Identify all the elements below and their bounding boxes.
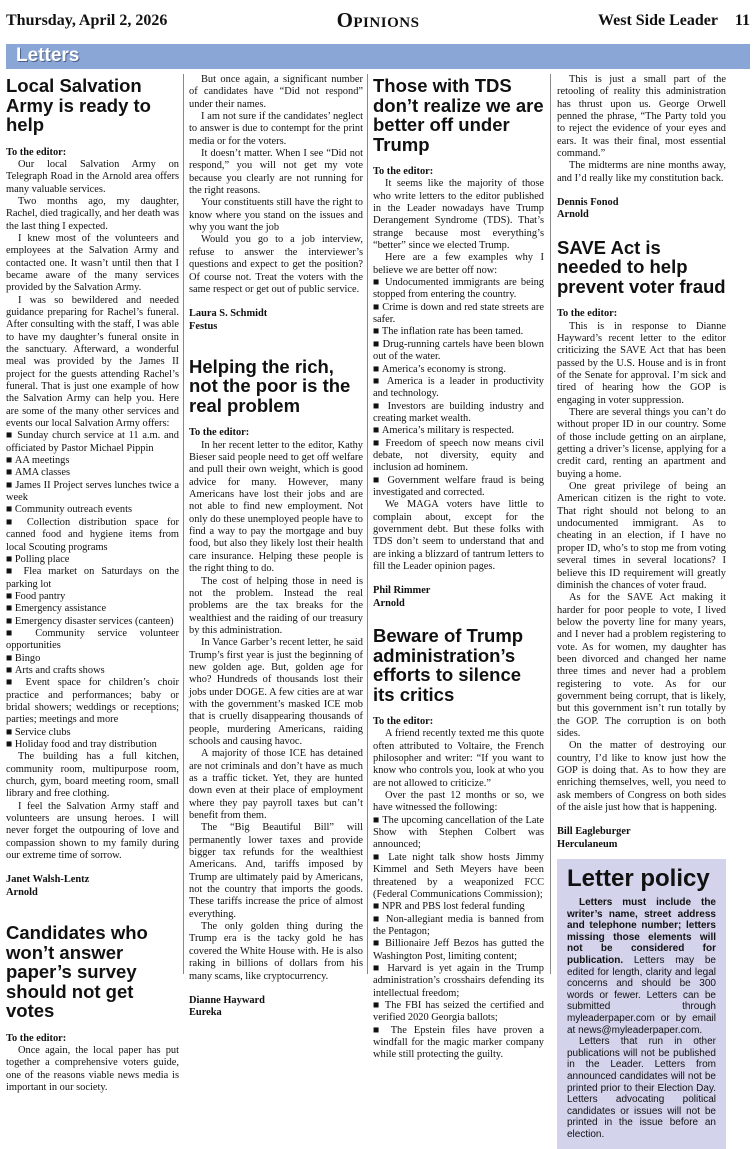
letter-signature [373, 585, 544, 610]
letter-salutation: To the editor: [6, 1032, 67, 1044]
letter-salutation: To the editor: [6, 146, 67, 158]
bullet-item: ■ Emergency disaster services (canteen) [6, 616, 179, 628]
section-title: Opinions [336, 8, 420, 32]
author-town: Arnold [557, 209, 589, 221]
masthead [6, 8, 750, 36]
issue-date: Thursday, April 2, 2026 [6, 12, 168, 29]
letters-banner [6, 44, 750, 69]
column-3 [373, 74, 545, 1061]
letter-signature [189, 995, 363, 1020]
letter-signature [189, 308, 363, 333]
letter-body [373, 178, 544, 573]
letter-save-act [557, 238, 726, 851]
author-town: Eureka [189, 1007, 222, 1019]
letter-headline: Local Salvation Army is ready to help [6, 75, 151, 135]
bullet-item: ■ James II Project serves lunches twice a week [6, 480, 179, 505]
letter-paragraph: This is in response to Dianne Hayward’s recent letter to the editor criticizing the SAVE Act that has been passed by the U.S. House and is in front of the Senate for approval. I’m sick and tired of hearing how the GOP is engaging in voter suppression. [557, 320, 726, 406]
letter-body [557, 74, 726, 185]
bullet-item: ■ Arts and crafts shows [6, 665, 179, 677]
letter-silence-critics-continued [557, 74, 726, 222]
policy-publication-note: Letters that run in other publications will not be published in the Leader. Letters from announced candidates will not be printed prior to their Election Day. Letters advocating political candidates or issues will not be printed in the issue before an election. [567, 1036, 716, 1140]
letter-paragraph: One great privilege of being an American citizen is the right to vote. That right should not belong to an undocumented immigrant. As to cheating in an election, if I have no proper ID, who’s to stop me from voting several times in several locations? I believe this ID requirement will greatly diminish the chances of voter fraud. [557, 481, 726, 591]
letter-paragraph: Our local Salvation Army on Telegraph Road in the Arnold area offers many valuable services. [6, 158, 179, 195]
letter-paragraph: Your constituents still have the right to know where you stand on the issues and why you want the job [189, 197, 363, 234]
letter-body [557, 321, 726, 815]
letter-body [6, 1045, 179, 1094]
bullet-item: ■ America’s military is respected. [373, 425, 544, 437]
bullet-item: ■ Community service volunteer opportunities [6, 628, 179, 653]
letter-salvation-army [6, 76, 179, 899]
author-town: Arnold [373, 597, 405, 609]
policy-requirements: Letters must include the writer’s name, street address and telephone number; letters missing those elements will not be considered for publication. [567, 897, 716, 967]
letter-candidates-survey [6, 923, 179, 1094]
letter-paragraph: The building has a full kitchen, community room, multipurpose room, church, gym, board meeting room, small library and free clothing. [6, 751, 179, 800]
bullet-item: ■ Sunday church service at 11 a.m. and officiated by Pastor Michael Pippin [6, 430, 179, 455]
bullet-item: ■ Freedom of speech now means civil debate, not diversity, equity and inclusion ad hominem. [373, 438, 544, 475]
bullet-item: ■ Flea market on Saturdays on the parking lot [6, 566, 179, 591]
letter-salutation: To the editor: [557, 308, 618, 320]
bullet-item: ■ Crime is down and red state streets are safer. [373, 302, 544, 327]
bullet-item: ■ Event space for children’s choir practice and performances; baby or bridal showers; weddings or receptions; parties; meetings and more [6, 677, 179, 726]
letter-headline: Helping the rich, not the poor is the real problem [189, 355, 351, 416]
letter-salutation: To the editor: [373, 716, 434, 728]
bullet-item: ■ Investors are building industry and creating market wealth. [373, 401, 544, 426]
bullet-item: ■ Collection distribution space for canned food and hygiene items from local Scouting programs [6, 517, 179, 554]
letter-body [373, 728, 544, 1061]
letter-headline: Candidates who won’t answer paper’s survey should not get votes [6, 922, 148, 1022]
letter-paragraph: We MAGA voters have little to complain about, except for the government debt. But these folks with TDS don’t seem to understand that and are inking a blizzard of tantrum letters to fill the Leader opinion pages. [373, 499, 544, 572]
letter-paragraph: The midterms are nine months away, and I’d really like my constitution back. [557, 160, 726, 184]
bullet-item: ■ Undocumented immigrants are being stopped from entering the country. [373, 277, 544, 302]
bullet-item: ■ Government welfare fraud is being investigated and corrected. [373, 475, 544, 500]
letter-paragraph: I am not sure if the candidates’ neglect to answer is due to contempt for the print media or for the voters. [189, 111, 363, 147]
banner-label: Letters [16, 45, 80, 66]
letter-paragraph: The only golden thing during the Trump era is the tacky gold he has covered the White House with. He is also raking in billions of dollars from his many scams, like cryptocurrency. [189, 921, 363, 982]
letter-paragraph: On the matter of destroying our country, I’d like to know just how the GOP is doing that. As to how they are enriching themselves, well, you need to ask members of Congress on both sides of the aisle just how that is happening. [557, 740, 726, 814]
letter-paragraph: The cost of helping those in need is not the problem. Instead the real problems are the tax breaks for the wealthiest and the raiding of our treasury by this administration. [189, 575, 363, 636]
letter-paragraph: The “Big Beautiful Bill” will permanently lower taxes and provide bigger tax refunds for the wealthiest Americans. And, tariffs imposed by Trump are ultimately paid by Americans, not the country that imports the goods. These tariffs increase the price of almost everything. [189, 822, 363, 920]
author-town: Festus [189, 320, 218, 332]
letter-paragraph: A majority of those ICE has detained are not criminals and don’t have as much as a traffic ticket. Yet, they are hunted down even at their place of employment where they pay payroll taxes but can’t benefit from them. [189, 748, 363, 822]
bullet-item: ■ Bingo [6, 653, 179, 665]
letter-signature [557, 826, 726, 851]
letter-paragraph: Once again, the local paper has put together a comprehensive voters guide, one of the reasons viable news media is important in our society. [6, 1044, 179, 1093]
letter-headline: SAVE Act is needed to help prevent voter fraud [557, 236, 726, 297]
column-divider [550, 74, 551, 974]
bullet-item: ■ NPR and PBS lost federal funding [373, 901, 544, 913]
letter-paragraph: I was so bewildered and needed guidance preparing for Rachel’s funeral. After consulting with the staff, I was able to have my daughter’s funeral onsite in the sanctuary. Afterward, a wonderful meal was provided by the James II project for the guests attending Rachel’s funeral. That is just one example of how the Salvation Army can help you. Here are some of the many other services and events our local Salvation Army offers: [6, 294, 179, 430]
bullet-item: ■ America’s economy is strong. [373, 364, 544, 376]
letter-paragraph: As for the SAVE Act making it harder for poor people to vote, I lived below the poverty line for many years, and I never had a problem registering to vote. As for women, my daughter has been divorced and changed her name three times and never had a problem registering to vote. As for our government being corrupt, that is likely, but this government isn’t run totally by the GOP. The corruption is on both sides. [557, 592, 726, 739]
column-1 [6, 74, 180, 1093]
letter-paragraph: In Vance Garber’s recent letter, he said Trump’s first year is just the beginning of new golden age. But, golden age for who? Hundreds of thousands lost their jobs under DOGE. A few cities are at war with the government’s masked ICE mob that is cruelly disappearing thousands of people, murdering Americans, raiding schools and causing havoc. [189, 637, 363, 747]
letter-paragraph: Over the past 12 months or so, we have witnessed the following: [373, 790, 544, 814]
bullet-item: ■ Drug-running cartels have been blown out of the water. [373, 339, 544, 364]
bullet-item: ■ The Epstein files have proven a windfall for the magic marker company while still protecting the guilty. [373, 1025, 544, 1062]
letter-body [189, 74, 363, 296]
bullet-item: ■ Service clubs [6, 727, 179, 739]
bullet-item: ■ America is a leader in productivity and technology. [373, 376, 544, 401]
letter-silence-critics [373, 626, 544, 1062]
bullet-item: ■ AA meetings [6, 455, 179, 467]
policy-title: Letter policy [567, 865, 710, 893]
paper-name: West Side Leader [598, 12, 718, 29]
letter-paragraph: I feel the Salvation Army staff and volunteers are unsung heroes. I will never forget the outpouring of love and compassion shown to my family during our extreme time of sorrow. [6, 800, 179, 862]
bullet-item: ■ Harvard is yet again in the Trump administration’s crosshairs defending its intellectual freedom; [373, 963, 544, 1000]
letter-paragraph: This is just a small part of the retooling of reality this administration has thrust upon us. George Orwell penned the phrase, “The Party told you to reject the evidence of your eyes and ears. It was their final, most essential command.” [557, 74, 726, 160]
column-2 [189, 74, 363, 1019]
bullet-item: ■ The upcoming cancellation of the Late Show with Stephen Colbert was announced; [373, 815, 544, 852]
bullet-item: ■ Non-allegiant media is banned from the Pentagon; [373, 914, 544, 939]
page-number: 11 [734, 12, 750, 29]
column-divider [367, 74, 368, 974]
bullet-item: ■ Community outreach events [6, 504, 179, 516]
letter-paragraph: A friend recently texted me this quote often attributed to Voltaire, the French philosopher and writer: “If you want to know who controls you, look at who you are not allowed to criticize.” [373, 728, 544, 789]
author-name: Dennis Fonod [557, 197, 619, 209]
bullet-item: ■ Holiday food and tray distribution [6, 739, 179, 751]
letter-paragraph: But once again, a significant number of candidates have “Did not respond” under their names. [189, 74, 363, 110]
letter-signature [6, 874, 179, 899]
author-name: Janet Walsh-Lentz [6, 874, 90, 886]
column-divider [183, 74, 184, 974]
letter-paragraph: Two months ago, my daughter, Rachel, died tragically, and her death was the last thing I expected. [6, 195, 180, 232]
letter-body [6, 159, 179, 863]
author-name: Laura S. Schmidt [189, 308, 268, 320]
author-name: Bill Eagleburger [557, 826, 631, 838]
letter-body [189, 440, 363, 983]
bullet-item: ■ The FBI has seized the certified and verified 2020 Georgia ballots; [373, 1000, 544, 1025]
letter-signature [557, 197, 726, 222]
author-town: Herculaneum [557, 838, 618, 850]
author-town: Arnold [6, 886, 38, 898]
letter-paragraph: It doesn’t matter. When I see “Did not respond,” you will not get my vote because you clearly are not running for the right reasons. [189, 148, 363, 197]
bullet-item: ■ Billionaire Jeff Bezos has gutted the Washington Post, limiting content; [373, 938, 544, 963]
letter-paragraph: I knew most of the volunteers and employees at the Salvation Army and contacted one. It wasn’t until then that I became aware of the many services provided by the Salvation Army. [6, 232, 179, 294]
letter-policy-box [557, 859, 726, 1148]
letter-headline: Beware of Trump administration’s efforts to silence its critics [373, 625, 524, 705]
bullet-item: ■ The inflation rate has been tamed. [373, 326, 544, 338]
letter-paragraph: Here are a few examples why I believe we are better off now: [373, 252, 544, 276]
letter-paragraph: There are several things you can’t do without proper ID in our country. Some of those include getting on an airplane, getting a driver’s license, applying for a credit card, renting an apartment and buying a home. [557, 407, 726, 480]
letter-salutation: To the editor: [373, 166, 434, 177]
letter-headline: Those with TDS don’t realize we are better off under Trump [373, 75, 544, 155]
letter-paragraph: Would you go to a job interview, refuse to answer the interviewer’s questions and expect to get the position? Of course not. Treat the voters with the same respect or get out of public service. [189, 234, 363, 295]
author-name: Phil Rimmer [373, 585, 431, 597]
letter-tds [373, 76, 544, 610]
letter-paragraph: In her recent letter to the editor, Kathy Bieser said people need to get off welfare and pull their own weight, which is good advice for many. However, many Americans have lost their jobs and are not able to find new employment. Not only do these unemployed people have to find a way to pay the mortgage and buy food, but also they likely lost their health care insurance. Helping these people is the right thing to do. [189, 439, 363, 575]
letter-paragraph: It seems like the majority of those who write letters to the editor published in the Leader nowadays have Trump Derangement Syndrome (TDS). That’s strange because most everything’s “better” since we elected Trump. [373, 178, 544, 252]
letter-salutation: To the editor: [189, 427, 250, 439]
column-4 [557, 74, 726, 1140]
author-name: Dianne Hayward [189, 994, 265, 1006]
bullet-item: ■ Emergency assistance [6, 603, 179, 615]
bullet-item: ■ Food pantry [6, 591, 179, 603]
letter-helping-the-rich [189, 357, 363, 1020]
bullet-item: ■ AMA classes [6, 467, 179, 479]
bullet-item: ■ Polling place [6, 554, 179, 566]
letter-candidates-survey-continued [189, 74, 363, 333]
policy-editing-note: Letters may be edited for length, clarity and legal concerns and should be 300 words or fewer. Letters can be submitted through myleaderpaper.com or by email at news@myleaderpaper.com. [567, 955, 716, 1036]
bullet-item: ■ Late night talk show hosts Jimmy Kimmel and Seth Meyers have been threatened by a weaponized FCC (Federal Communications Commission); [373, 852, 544, 901]
